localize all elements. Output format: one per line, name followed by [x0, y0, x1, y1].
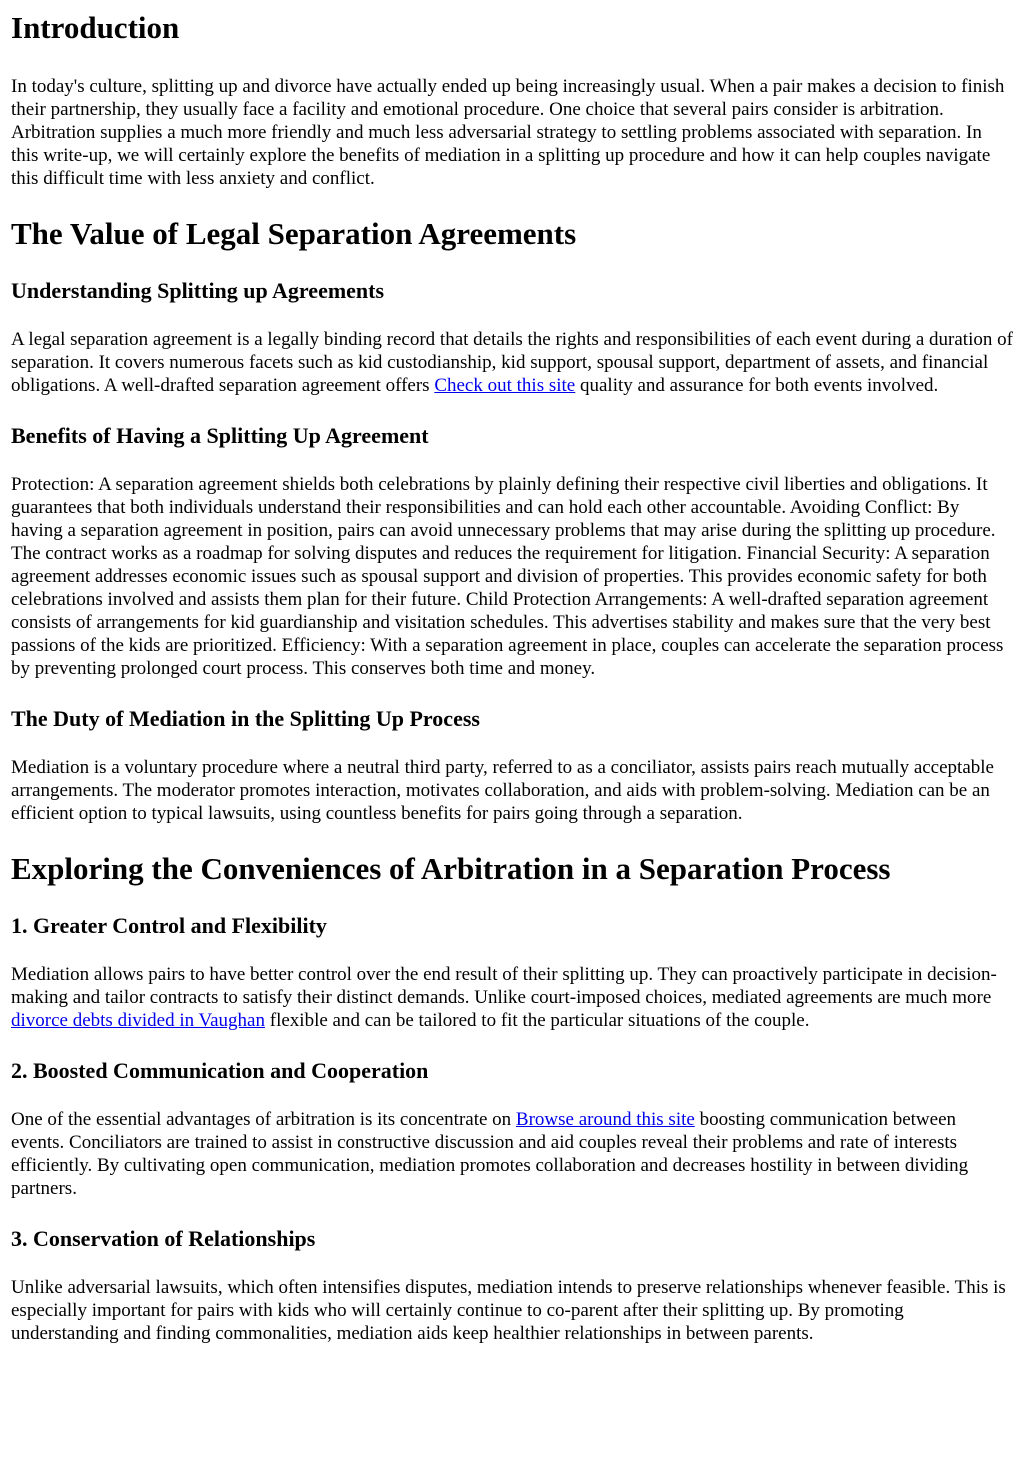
introduction-paragraph: In today's culture, splitting up and divorce have actually ended up being increasingly usual. When a pair makes a decision to finish their partnership, they usually face a facility and emotional procedure. One choice that several pairs consider is arbitration. Arbitration supplies a much more friendly and much less adversarial strategy to settling problems associated with separation. In this write-up, we will certainly explore the benefits of mediation in a splitting up procedure and how it can help couples navigate this difficult time with less anxiety and conflict. [11, 76, 1005, 189]
communication-text-before: One of the essential advantages of arbitration is its concentrate on [11, 1109, 516, 1130]
duty-of-mediation-paragraph: Mediation is a voluntary procedure where a neutral third party, referred to as a conciliator, assists pairs reach mutually acceptable arrangements. The moderator promotes interaction, motivates collaboration, and aids with problem-solving. Mediation can be an efficient option to typical lawsuits, using countless benefits for pairs going through a separation. [11, 757, 994, 824]
understanding-text-after: quality and assurance for both events involved. [575, 375, 939, 396]
understanding-agreements-heading: Understanding Splitting up Agreements [11, 278, 385, 303]
control-text-before: Mediation allows pairs to have better control over the end result of their splitting up. They can proactively participate in decision-making and tailor contracts to satisfy their distinct demands. Unlike court-imposed choices, mediated agreements are much more [11, 964, 997, 1008]
duty-of-mediation-heading: The Duty of Mediation in the Splitting Up Process [11, 706, 480, 731]
exploring-conveniences-heading: Exploring the Conveniences of Arbitration in a Separation Process [11, 851, 891, 886]
conservation-heading: 3. Conservation of Relationships [11, 1226, 316, 1251]
boosted-communication-paragraph [11, 1108, 1014, 1200]
communication-text-after: boosting communication between events. Conciliators are trained to assist in constructive discussion and aid couples reveal their problems and rate of interests efficiently. By cultivating open communication, mediation promotes collaboration and decreases hostility in between dividing partners. [11, 1109, 969, 1199]
greater-control-heading: 1. Greater Control and Flexibility [11, 913, 327, 938]
benefits-heading: Benefits of Having a Splitting Up Agreement [11, 423, 429, 448]
understanding-text-before: A legal separation agreement is a legally binding record that details the rights and responsibilities of each event during a duration of separation. It covers numerous facets such as kid custodianship, kid support, spousal support, department of assets, and financial obligations. A well-drafted separation agreement offers [11, 329, 1013, 396]
legal-separation-agreements-heading: The Value of Legal Separation Agreements [11, 216, 577, 251]
greater-control-paragraph [11, 963, 1014, 1032]
article [0, 10, 1024, 1345]
benefits-paragraph: Protection: A separation agreement shields both celebrations by plainly defining their respective civil liberties and obligations. It guarantees that both individuals understand their responsibilities and can hold each other accountable. Avoiding Conflict: By having a separation agreement in position, pairs can avoid unnecessary problems that may arise during the splitting up procedure. The contract works as a roadmap for solving disputes and reduces the requirement for litigation. Financial Security: A separation agreement addresses economic issues such as spousal support and division of properties. This provides economic safety for both celebrations involved and assists them plan for their future. Child Protection Arrangements: A well-drafted separation agreement consists of arrangements for kid guardianship and visitation schedules. This advertises stability and makes sure that the very best passions of the kids are prioritized. Efficiency: With a separation agreement in place, couples can accelerate the separation process by preventing prolonged court process. This conserves both time and money. [11, 474, 1004, 679]
divorce-debts-link[interactable]: divorce debts divided in Vaughan [11, 1010, 265, 1031]
understanding-agreements-paragraph [11, 328, 1014, 397]
control-text-after: flexible and can be tailored to fit the particular situations of the couple. [265, 1010, 810, 1031]
boosted-communication-heading: 2. Boosted Communication and Cooperation [11, 1058, 429, 1083]
introduction-heading: Introduction [11, 10, 180, 45]
check-out-this-site-link[interactable]: Check out this site [434, 375, 576, 396]
conservation-paragraph: Unlike adversarial lawsuits, which often intensifies disputes, mediation intends to preserve relationships whenever feasible. This is especially important for pairs with kids who will certainly continue to co-parent after their splitting up. By promoting understanding and finding commonalities, mediation aids keep healthier relationships in between parents. [11, 1277, 1006, 1344]
browse-around-this-site-link[interactable]: Browse around this site [515, 1109, 695, 1130]
